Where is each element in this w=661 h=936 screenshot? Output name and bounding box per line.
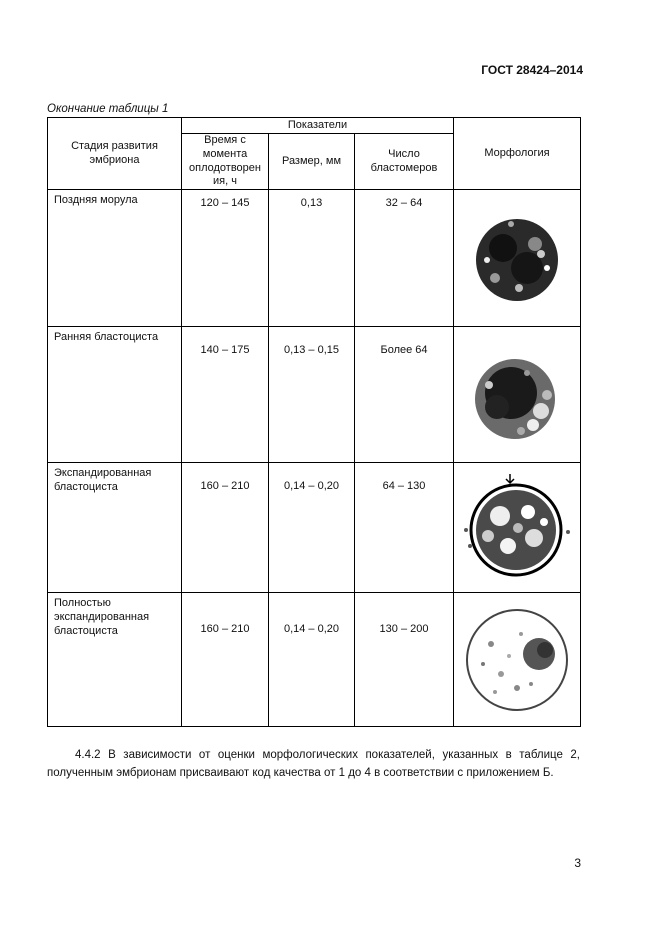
count-cell: 32 – 64: [355, 190, 454, 327]
embryo-stage-table: [47, 117, 581, 727]
header-stage: Стадия развития эмбриона: [48, 118, 182, 190]
header-indicators: Показатели: [182, 118, 454, 134]
time-cell: 140 – 175: [182, 327, 269, 463]
header-time: Время с момента оплодотворен ия, ч: [182, 134, 269, 190]
count-cell: Более 64: [355, 327, 454, 463]
table-caption: Окончание таблицы 1: [47, 103, 169, 115]
morphology-cell: [454, 190, 581, 327]
late-morula-image: [467, 208, 567, 308]
page-number: 3: [574, 856, 581, 870]
size-cell: 0,13 – 0,15: [269, 327, 355, 463]
table-row: [48, 327, 581, 463]
table-row: [48, 593, 581, 727]
header-size: Размер, мм: [269, 134, 355, 190]
stage-cell: Экспандированная бластоциста: [48, 463, 182, 593]
stage-cell: Ранняя бластоциста: [48, 327, 182, 463]
table-row: [48, 190, 581, 327]
stage-cell: Поздняя морула: [48, 190, 182, 327]
morphology-cell: [454, 463, 581, 593]
size-cell: 0,13: [269, 190, 355, 327]
morphology-cell: [454, 593, 581, 727]
expanded-blastocyst-image: [458, 472, 576, 584]
table-row: [48, 463, 581, 593]
standard-number: ГОСТ 28424–2014: [481, 63, 583, 77]
time-cell: 120 – 145: [182, 190, 269, 327]
fully-expanded-blastocyst-image: [461, 604, 573, 716]
count-cell: 64 – 130: [355, 463, 454, 593]
time-cell: 160 – 210: [182, 593, 269, 727]
header-count: Число бластомеров: [355, 134, 454, 190]
stage-cell: Полностью экспандированная бластоциста: [48, 593, 182, 727]
early-blastocyst-image: [467, 345, 567, 445]
header-morphology: Морфология: [454, 118, 581, 190]
count-cell: 130 – 200: [355, 593, 454, 727]
paragraph-4-4-2: 4.4.2 В зависимости от оценки морфологических показателей, указанных в таблице 2, полученным эмбрионам присваивают код качества от 1 до 4 в соответствии с приложением Б.: [47, 748, 580, 779]
size-cell: 0,14 – 0,20: [269, 593, 355, 727]
morphology-cell: [454, 327, 581, 463]
size-cell: 0,14 – 0,20: [269, 463, 355, 593]
time-cell: 160 – 210: [182, 463, 269, 593]
